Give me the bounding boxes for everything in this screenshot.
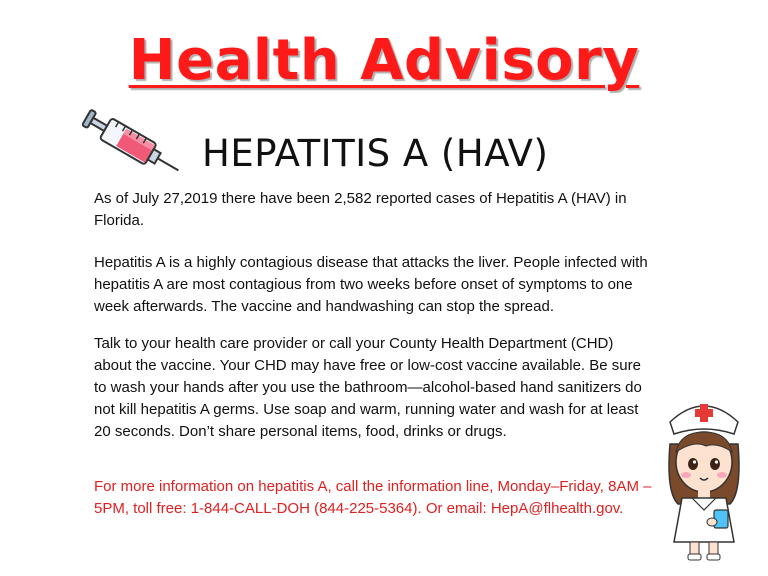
nurse-illustration bbox=[656, 392, 752, 562]
disease-heading: HEPATITIS A (HAV) bbox=[202, 132, 549, 175]
page-title: Health Advisory bbox=[128, 28, 640, 93]
contact-info-paragraph: For more information on hepatitis A, call the information line, Monday–Friday, 8AM – 5PM, toll free: 1-844-CALL-DOH (844-225-5364). Or email: HepA@flhealth.gov. bbox=[94, 478, 652, 517]
case-count-paragraph: As of July 27,2019 there have been 2,582 reported cases of Hepatitis A (HAV) in Florida. bbox=[94, 190, 627, 229]
syringe-icon bbox=[78, 108, 188, 178]
disease-description-paragraph: Hepatitis A is a highly contagious disease that attacks the liver. People infected with hepatitis A are most contagious from two weeks before onset of symptoms to one week afterwards. The vaccine and handwashing can stop the spread. bbox=[94, 254, 648, 315]
prevention-advice-paragraph: Talk to your health care provider or call your County Health Department (CHD) about the vaccine. Your CHD may have free or low-cost vaccine available. Be sure to wash your hands after you use the bathroom—alcohol-based hand sanitizers do not kill hepatitis A germs. Use soap and warm, running water and wash for at least 20 seconds. Don’t share personal items, food, drinks or drugs. bbox=[94, 335, 642, 440]
